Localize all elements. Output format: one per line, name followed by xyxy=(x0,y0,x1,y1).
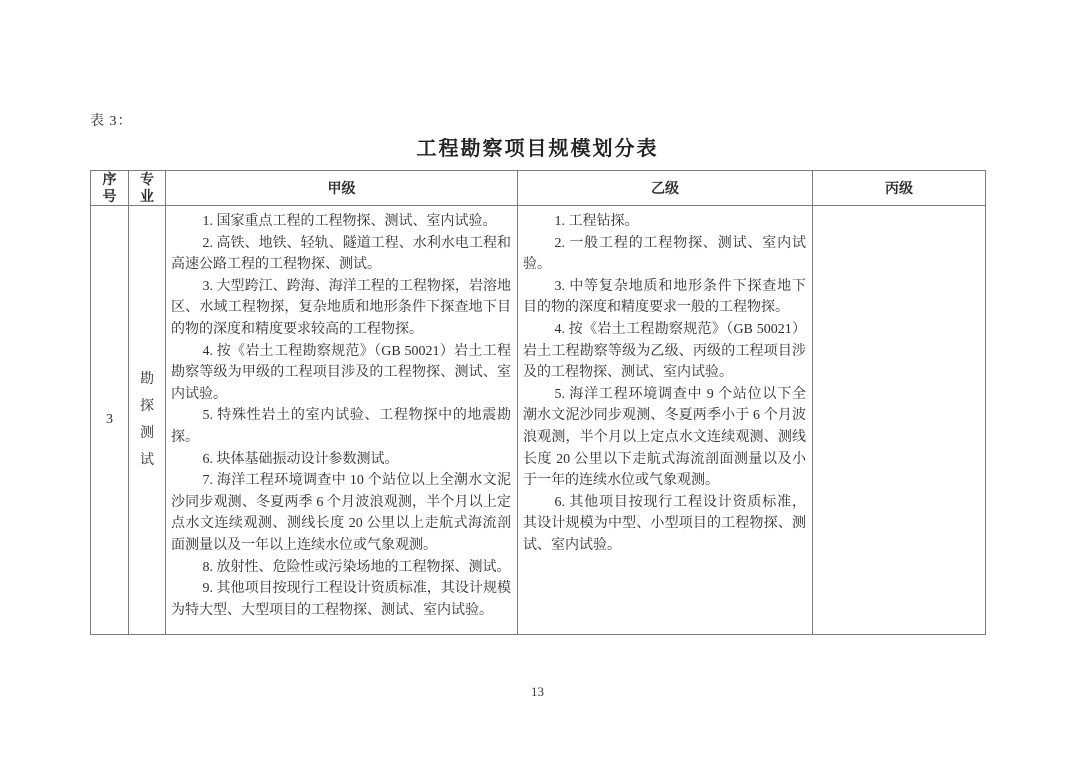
grade-a-item: 8. 放射性、危险性或污染场地的工程物探、测试。 xyxy=(202,559,511,575)
grade-a-item: 3. 大型跨江、跨海、海洋工程的工程物探，岩溶地区、水域工程物探，复杂地质和地形条件下探查地下目的物的深度和精度要求较高的工程物探。 xyxy=(171,278,511,337)
grade-a-item: 9. 其他项目按现行工程设计资质标准，其设计规模为特大型、大型项目的工程物探、测试、室内试验。 xyxy=(171,581,511,618)
cell-grade-c xyxy=(813,206,986,635)
header-grade-b: 乙级 xyxy=(518,171,813,206)
grade-a-item: 6. 块体基础振动设计参数测试。 xyxy=(202,451,399,467)
grade-a-item: 1. 国家重点工程的工程物探、测试、室内试验。 xyxy=(202,214,497,229)
grade-a-item: 7. 海洋工程环境调查中 10 个站位以上全潮水文泥沙同步观测、冬夏两季 6 个月波浪观测，半个月以上定点水文连续观测、测线长度 20 公里以上走航式海流剖面测量以及一年以上连续水位或气象观测。 xyxy=(171,473,511,553)
cell-grade-a xyxy=(166,206,518,635)
header-serial-number xyxy=(91,171,129,206)
table-label: 表 3： xyxy=(90,114,133,129)
header-serial-number-label: 序号 xyxy=(102,171,117,204)
table-row xyxy=(91,206,986,635)
cell-specialty xyxy=(129,206,166,635)
grade-a-item: 4. 按《岩土工程勘察规范》（GB 50021）岩土工程勘察等级为甲级的工程项目涉及的工程物探、测试、室内试验。 xyxy=(171,343,511,402)
page-number: 13 xyxy=(531,684,544,699)
cell-serial-number: 3 xyxy=(91,206,129,635)
grade-b-item: 3. 中等复杂地质和地形条件下探查地下目的物的深度和精度要求一般的工程物探。 xyxy=(523,278,806,316)
header-specialty-label: 专业 xyxy=(140,171,154,204)
grade-b-item: 4. 按《岩土工程勘察规范》（GB 50021）岩土工程勘察等级为乙级、丙级的工程项目涉及的工程物探、测试、室内试验。 xyxy=(523,321,806,381)
table-header-row xyxy=(91,171,986,206)
project-scale-table xyxy=(90,170,986,635)
grade-b-item: 5. 海洋工程环境调查中 9 个站位以下全潮水文泥沙同步观测、冬夏两季小于 6 个月波浪观测，半个月以上定点水文连续观测、测线长度 20 公里以下走航式海流剖面测量以及小于一年的连续水位或气象观测。 xyxy=(523,386,806,489)
header-grade-a: 甲级 xyxy=(166,171,518,206)
page-title: 工程勘察项目规模划分表 xyxy=(416,138,659,160)
header-specialty xyxy=(129,171,166,206)
header-grade-c: 丙级 xyxy=(813,171,986,206)
grade-b-item: 6. 其他项目按现行工程设计资质标准，其设计规模为中型、小型项目的工程物探、测试、室内试验。 xyxy=(523,494,806,553)
cell-grade-b xyxy=(518,206,813,635)
specialty-label: 勘探测试 xyxy=(140,372,154,468)
grade-a-item: 5. 特殊性岩土的室内试验、工程物探中的地震勘探。 xyxy=(171,408,511,445)
grade-a-item: 2. 高铁、地铁、轻轨、隧道工程、水利水电工程和高速公路工程的工程物探、测试。 xyxy=(171,235,511,273)
grade-b-item: 2. 一般工程的工程物探、测试、室内试验。 xyxy=(523,235,806,273)
grade-b-item: 1. 工程钻探。 xyxy=(554,214,639,229)
